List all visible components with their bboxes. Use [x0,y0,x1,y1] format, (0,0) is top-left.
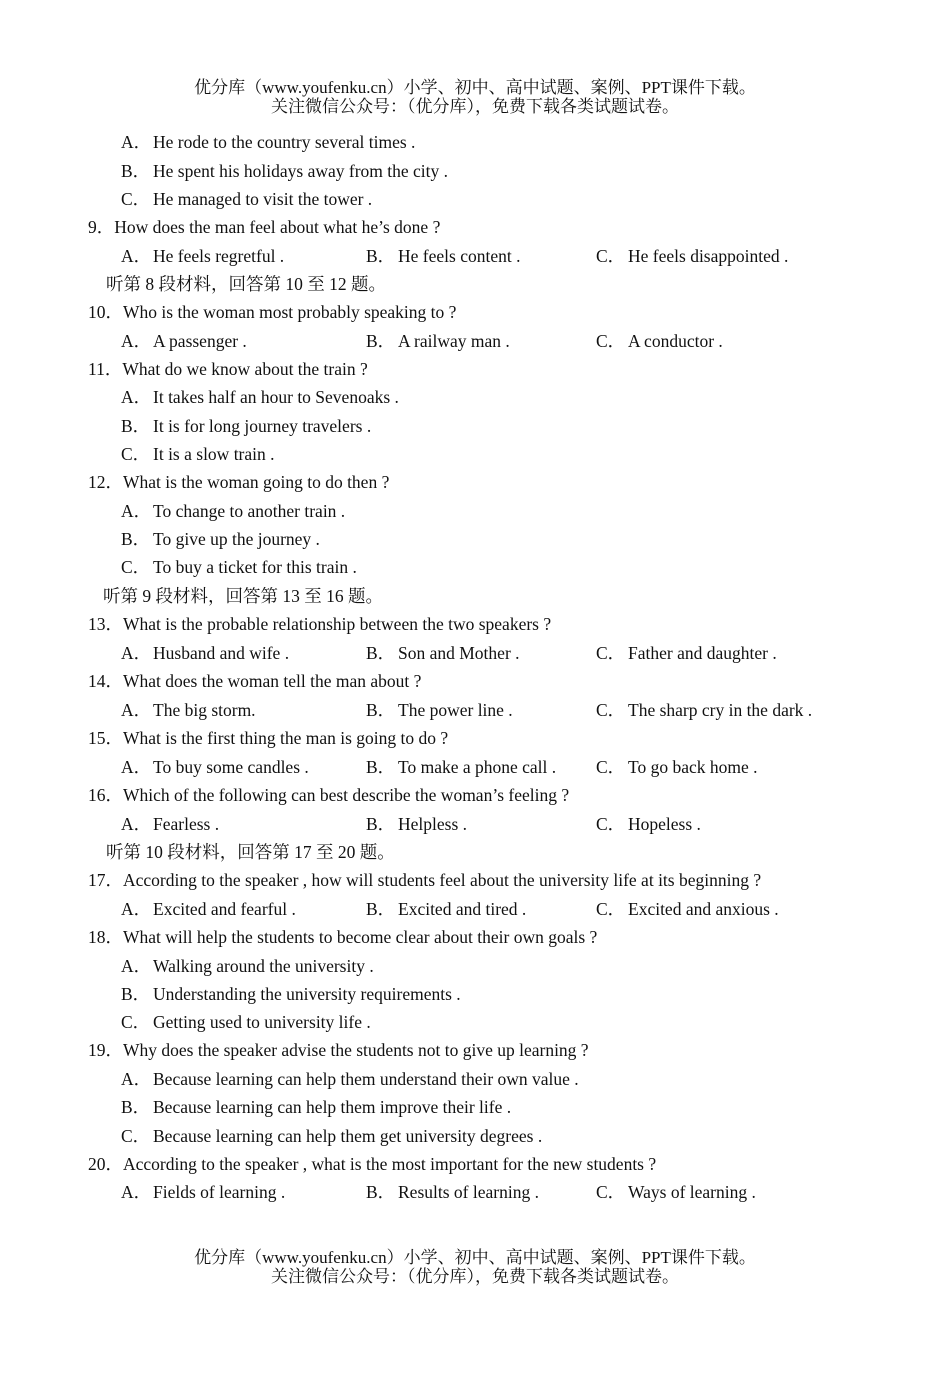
q15-option-b: B． To make a phone call . [366,757,557,777]
section-10-instruction: 听第 10 段材料，回答第 17 至 20 题。 [106,842,395,862]
question-16: 16．Which of the following can best describe the woman’s feeling ? [88,785,570,805]
question-20: 20．According to the speaker , what is the most important for the new students ? [88,1154,657,1174]
q13-option-a: A． Husband and wife . [121,643,290,663]
q17-option-b: B． Excited and tired . [366,899,527,919]
question-17: 17．According to the speaker , how will students feel about the university life at its beginning ? [88,870,762,890]
q18-option-a: A． Walking around the university . [121,956,374,976]
page-footer [0,1248,950,1286]
q18-option-c: C． Getting used to university life . [121,1012,371,1032]
footer-line-1: 优分库（www.youfenku.cn）小学、初中、高中试题、案例、PPT课件下载。 [194,1248,756,1267]
q12-option-a: A． To change to another train . [121,501,346,521]
question-11: 11．What do we know about the train ? [88,359,368,379]
q11-option-c: C． It is a slow train . [121,444,275,464]
q10-option-b: B． A railway man . [366,331,510,351]
q11-option-b: B． It is for long journey travelers . [121,416,372,436]
q19-option-c: C． Because learning can help them get university degrees . [121,1126,543,1146]
question-19: 19．Why does the speaker advise the students not to give up learning ? [88,1040,589,1060]
q8-option-c: C． He managed to visit the tower . [121,189,373,209]
q9-option-b: B． He feels content . [366,246,521,266]
q10-option-c: C． A conductor . [596,331,723,351]
q16-option-a: A． Fearless . [121,814,220,834]
q20-option-b: B． Results of learning . [366,1182,539,1202]
q19-option-a: A． Because learning can help them understand their own value . [121,1069,579,1089]
q8-option-b: B． He spent his holidays away from the city . [121,161,449,181]
q14-option-c: C． The sharp cry in the dark . [596,700,813,720]
question-9: 9．How does the man feel about what he’s done ? [88,217,441,237]
footer-line-2: 关注微信公众号：（优分库），免费下载各类试题试卷。 [271,1267,679,1286]
question-18: 18．What will help the students to become clear about their own goals ? [88,927,598,947]
q16-option-c: C． Hopeless . [596,814,701,834]
q13-option-c: C． Father and daughter . [596,643,777,663]
section-8-instruction: 听第 8 段材料，回答第 10 至 12 题。 [106,274,386,294]
q14-option-a: A． The big storm. [121,700,256,720]
q12-option-b: B． To give up the journey . [121,529,320,549]
q14-option-b: B． The power line . [366,700,513,720]
question-14: 14．What does the woman tell the man about ? [88,671,422,691]
q13-option-b: B． Son and Mother . [366,643,520,663]
question-13: 13．What is the probable relationship between the two speakers ? [88,614,552,634]
question-12: 12．What is the woman going to do then ? [88,472,390,492]
q17-option-c: C． Excited and anxious . [596,899,779,919]
question-10: 10．Who is the woman most probably speaking to ? [88,302,457,322]
q20-option-c: C． Ways of learning . [596,1182,756,1202]
q16-option-b: B． Helpless . [366,814,468,834]
q20-option-a: A． Fields of learning . [121,1182,286,1202]
q12-option-c: C． To buy a ticket for this train . [121,557,357,577]
q9-option-c: C． He feels disappointed . [596,246,789,266]
q9-option-a: A． He feels regretful . [121,246,285,266]
q17-option-a: A． Excited and fearful . [121,899,296,919]
header-line-2: 关注微信公众号：（优分库），免费下载各类试题试卷。 [271,97,679,116]
q15-option-c: C． To go back home . [596,757,758,777]
page-header [0,78,950,116]
q10-option-a: A． A passenger . [121,331,247,351]
q19-option-b: B． Because learning can help them improve their life . [121,1097,512,1117]
q15-option-a: A． To buy some candles . [121,757,309,777]
q18-option-b: B． Understanding the university requirements . [121,984,461,1004]
header-line-1: 优分库（www.youfenku.cn）小学、初中、高中试题、案例、PPT课件下载。 [194,78,756,97]
question-15: 15．What is the first thing the man is going to do ? [88,728,449,748]
q11-option-a: A． It takes half an hour to Sevenoaks . [121,387,399,407]
section-9-instruction: 听第 9 段材料，回答第 13 至 16 题。 [103,586,383,606]
q8-option-a: A． He rode to the country several times . [121,132,416,152]
